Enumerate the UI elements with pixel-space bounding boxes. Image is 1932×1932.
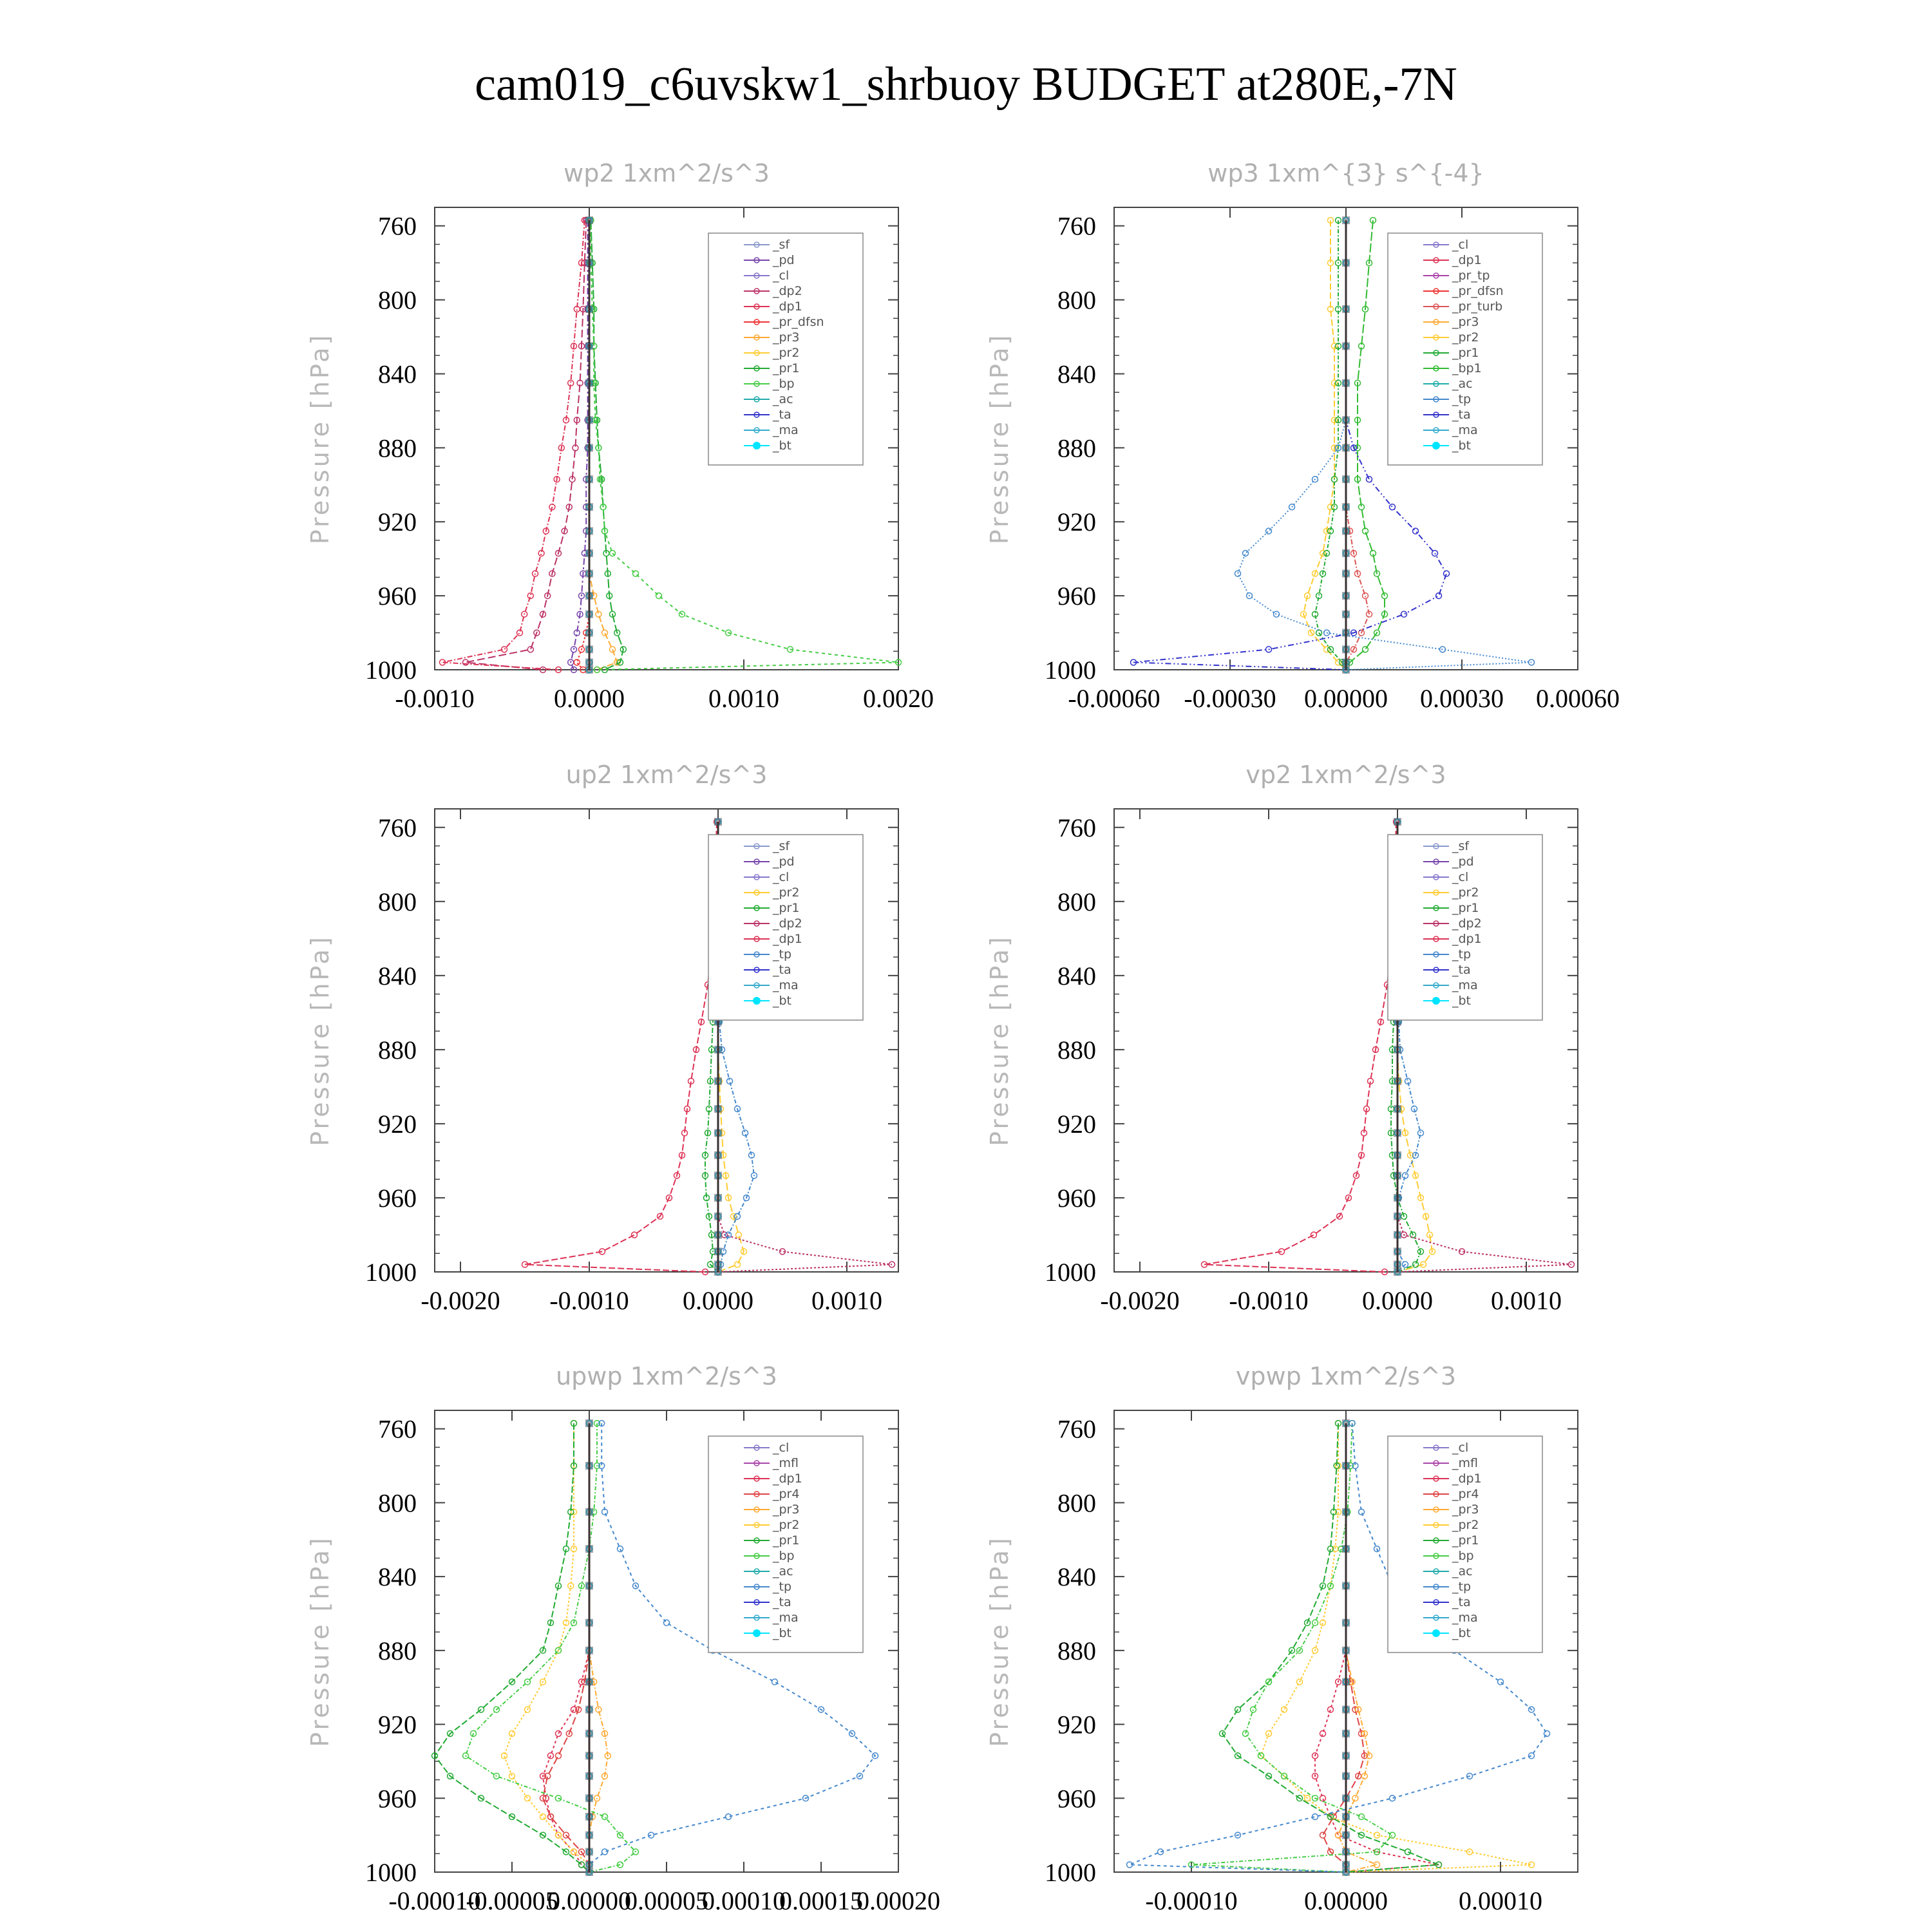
legend-marker	[1432, 997, 1440, 1005]
legend-label: _cl	[773, 870, 790, 884]
data-point-pr1	[1405, 1849, 1411, 1855]
legend-label: _bp	[1452, 1549, 1474, 1563]
legend-label: _tp	[1452, 392, 1472, 406]
y-tick-label: 960	[378, 1784, 417, 1814]
legend-label: _dp2	[773, 916, 802, 931]
chart-panel-6	[985, 1362, 1578, 1915]
panel-title: vp2 1xm^2/s^3	[1245, 761, 1446, 789]
data-point-pr1	[579, 1862, 585, 1868]
chart-panel-5	[306, 1362, 940, 1915]
y-tick-label: 920	[1057, 1109, 1096, 1139]
panels	[306, 159, 1620, 1915]
panel-title: vpwp 1xm^2/s^3	[1235, 1362, 1457, 1390]
legend-label: _bt	[1452, 439, 1472, 453]
legend-label: _pr_dfsn	[1452, 284, 1504, 298]
series-line-pd	[571, 220, 587, 670]
data-point-pr-dfsn	[574, 659, 580, 665]
data-point-pr3	[602, 630, 608, 636]
data-point-ta	[1390, 504, 1396, 510]
series-line-dp1	[1204, 822, 1396, 1272]
series-line-dp2	[466, 220, 586, 670]
y-tick-label: 1000	[365, 1858, 417, 1887]
legend-label: _tp	[773, 1580, 792, 1594]
x-tick-label: 0.0010	[811, 1286, 882, 1315]
data-point-dp1	[632, 1232, 638, 1238]
x-tick-label: -0.0010	[395, 684, 475, 713]
legend-label: _pr1	[1452, 901, 1479, 915]
x-tick-label: 0.00000	[1304, 684, 1388, 713]
legend	[1388, 1436, 1542, 1653]
legend-label: _dp1	[773, 1472, 802, 1486]
y-axis-label: Pressure [hPa]	[985, 934, 1014, 1146]
x-tick-label: 0.00000	[1304, 1886, 1388, 1915]
y-tick-label: 960	[378, 1183, 417, 1213]
panel-title: up2 1xm^2/s^3	[565, 761, 768, 789]
legend-label: _pr4	[1452, 1487, 1479, 1501]
legend-label: _cl	[1452, 1441, 1469, 1455]
y-tick-label: 840	[1057, 359, 1096, 389]
series-line-pr1	[435, 1423, 589, 1872]
data-point-tp	[1235, 571, 1241, 576]
data-point-tp	[1359, 1509, 1365, 1515]
legend-label: _pr_turb	[1452, 299, 1503, 314]
legend-label: _pr1	[1452, 1533, 1479, 1548]
chart-panel-4	[985, 761, 1578, 1315]
y-axis-label: Pressure [hPa]	[306, 1535, 334, 1747]
y-tick-label: 880	[378, 1636, 417, 1665]
data-point-pr-turb	[1363, 593, 1368, 599]
legend-label: _bp1	[1452, 361, 1482, 375]
legend-marker	[1432, 1629, 1440, 1637]
y-tick-label: 1000	[365, 656, 417, 685]
legend-label: _pr_dfsn	[773, 315, 824, 329]
legend-label: _dp1	[1452, 1472, 1482, 1486]
legend-label: _tp	[773, 947, 792, 961]
y-tick-label: 880	[1057, 433, 1096, 463]
x-tick-label: 0.0000	[554, 684, 625, 713]
legend-label: _dp1	[1452, 253, 1482, 267]
legend-label: _dp1	[1452, 932, 1482, 946]
y-tick-label: 1000	[1045, 1258, 1096, 1287]
data-point-pr2	[509, 1773, 515, 1779]
x-tick-label: 0.00000	[547, 1886, 631, 1915]
data-point-ta	[1436, 593, 1442, 599]
legend-label: _pr2	[773, 1518, 800, 1532]
legend	[708, 1436, 863, 1653]
legend-label: _pr_tp	[1452, 269, 1490, 283]
legend-label: _sf	[773, 238, 790, 252]
legend-label: _pr1	[773, 361, 800, 375]
y-tick-label: 920	[378, 1710, 417, 1739]
data-point-ta	[1367, 477, 1372, 482]
data-point-pr2	[502, 1753, 507, 1759]
legend-label: _pr3	[1452, 315, 1479, 329]
y-tick-label: 800	[1057, 285, 1096, 315]
data-point-bp	[1359, 1814, 1365, 1820]
legend-label: _ma	[773, 423, 799, 437]
legend-label: _pd	[773, 253, 795, 267]
data-point-pr3	[1352, 1795, 1358, 1801]
data-point-ta	[1401, 611, 1407, 617]
data-point-bp	[602, 1814, 608, 1820]
y-tick-label: 880	[1057, 1035, 1096, 1065]
legend-label: _cl	[1452, 238, 1469, 252]
legend-label: _pr3	[1452, 1502, 1479, 1517]
chart-panel-2	[985, 159, 1620, 713]
legend-label: _pd	[773, 855, 795, 869]
data-point-dp2	[527, 647, 533, 652]
y-tick-label: 920	[378, 1109, 417, 1139]
legend-marker	[753, 997, 761, 1005]
legend-label: _pr3	[773, 330, 800, 345]
y-tick-label: 840	[378, 961, 417, 990]
legend-label: _dp1	[773, 299, 802, 314]
legend-label: _bt	[1452, 994, 1472, 1008]
legend-marker	[753, 442, 761, 450]
legend-label: _bt	[773, 439, 792, 453]
y-tick-label: 840	[1057, 961, 1096, 990]
legend	[1388, 233, 1542, 465]
data-point-bp	[610, 551, 616, 556]
panel-title: wp3 1xm^{3} s^{-4}	[1208, 159, 1484, 187]
legend-label: _bt	[773, 1626, 792, 1640]
data-point-tp	[602, 1849, 608, 1855]
data-point-tp	[1266, 528, 1272, 534]
data-point-bp	[633, 571, 639, 576]
data-point-tp	[1544, 1730, 1550, 1736]
legend	[1388, 835, 1542, 1020]
legend-label: _pr1	[1452, 346, 1479, 360]
y-tick-label: 800	[378, 285, 417, 315]
y-tick-label: 760	[1057, 211, 1096, 241]
data-point-ta	[1444, 571, 1450, 576]
legend-label: _ta	[773, 1595, 791, 1609]
legend-label: _cl	[773, 1441, 790, 1455]
legend-label: _ac	[773, 1564, 793, 1578]
y-tick-label: 880	[378, 1035, 417, 1065]
x-tick-label: -0.0010	[549, 1286, 629, 1315]
legend-label: _ma	[773, 1611, 799, 1625]
chart-panel-1	[306, 159, 934, 713]
legend-label: _ma	[1452, 423, 1478, 437]
legend-label: _ta	[1452, 408, 1471, 422]
legend-marker	[1432, 442, 1440, 450]
data-point-bp	[1390, 1832, 1396, 1838]
data-point-tp	[735, 1213, 741, 1219]
figure-title: cam019_c6uvskw1_shrbuoy BUDGET at280E,-7N	[475, 58, 1457, 111]
x-tick-label: -0.0020	[421, 1286, 500, 1315]
y-tick-label: 800	[1057, 887, 1096, 916]
data-point-bp1	[1363, 647, 1368, 652]
y-tick-label: 760	[1057, 813, 1096, 842]
legend-label: _pd	[1452, 855, 1474, 869]
legend-label: _mfl	[773, 1456, 799, 1470]
x-tick-label: 0.00005	[625, 1886, 708, 1915]
legend-label: _ta	[1452, 963, 1471, 977]
x-tick-label: 0.0020	[863, 684, 934, 713]
legend-label: _pr4	[773, 1487, 800, 1501]
series-line-bp1	[1346, 220, 1385, 670]
y-tick-label: 960	[378, 582, 417, 611]
x-tick-label: -0.00010	[1145, 1886, 1238, 1915]
y-tick-label: 1000	[1045, 1858, 1096, 1887]
legend-label: _pr3	[773, 1502, 800, 1517]
legend-label: _cl	[1452, 870, 1469, 884]
series-line-pr3	[589, 220, 617, 670]
x-tick-label: -0.0020	[1100, 1286, 1180, 1315]
data-point-pr2	[540, 1814, 546, 1820]
x-tick-label: 0.0010	[1491, 1286, 1562, 1315]
legend-marker	[753, 1629, 761, 1637]
data-point-bp	[656, 593, 662, 599]
legend-label: _cl	[773, 269, 790, 283]
x-tick-label: 0.0010	[708, 684, 779, 713]
y-tick-label: 840	[378, 1562, 417, 1592]
legend-label: _ma	[773, 978, 799, 992]
legend-label: _tp	[1452, 947, 1472, 961]
panel-title: wp2 1xm^2/s^3	[564, 159, 770, 187]
y-tick-label: 960	[1057, 1183, 1096, 1213]
legend-label: _bt	[1452, 1626, 1472, 1640]
y-tick-label: 920	[1057, 1710, 1096, 1739]
x-tick-label: 0.0000	[683, 1286, 753, 1315]
y-axis-label: Pressure [hPa]	[306, 934, 334, 1146]
y-tick-label: 760	[378, 1414, 417, 1444]
legend	[708, 233, 863, 465]
data-point-pr2	[525, 1795, 531, 1801]
y-tick-label: 960	[1057, 582, 1096, 611]
data-point-tp	[1243, 551, 1249, 556]
legend-label: _ta	[773, 963, 791, 977]
y-tick-label: 1000	[1045, 656, 1096, 685]
legend-label: _dp2	[773, 284, 802, 298]
legend-label: _ma	[1452, 978, 1478, 992]
data-point-pr2	[735, 1262, 741, 1267]
legend-label: _ac	[1452, 1564, 1473, 1578]
legend-label: _pr1	[773, 1533, 800, 1548]
legend-label: _bt	[773, 994, 792, 1008]
y-axis-label: Pressure [hPa]	[985, 1535, 1014, 1747]
y-tick-label: 1000	[365, 1258, 417, 1287]
y-tick-label: 840	[1057, 1562, 1096, 1592]
legend-label: _ta	[1452, 1595, 1471, 1609]
y-tick-label: 800	[378, 1488, 417, 1518]
legend-label: _ac	[773, 392, 793, 406]
data-point-dp1	[1311, 1232, 1317, 1238]
x-tick-label: 0.00015	[779, 1886, 863, 1915]
legend-label: _ma	[1452, 1611, 1478, 1625]
x-tick-label: 0.00010	[1459, 1886, 1542, 1915]
data-point-tp	[1498, 1679, 1504, 1685]
y-tick-label: 880	[378, 433, 417, 463]
legend-label: _dp1	[773, 932, 802, 946]
y-tick-label: 760	[1057, 1414, 1096, 1444]
data-point-pr4	[1320, 1832, 1326, 1838]
y-axis-label: Pressure [hPa]	[985, 332, 1014, 545]
data-point-tp	[664, 1620, 670, 1625]
y-tick-label: 800	[1057, 1488, 1096, 1518]
legend-label: _bp	[773, 377, 795, 391]
legend-label: _ac	[1452, 377, 1473, 391]
series-line-bp	[466, 1423, 636, 1872]
data-point-pr4	[556, 1753, 562, 1759]
data-point-pr2	[509, 1730, 515, 1736]
legend-label: _bp	[773, 1549, 795, 1563]
x-tick-label: -0.00005	[466, 1886, 558, 1915]
legend-label: _pr2	[1452, 886, 1479, 900]
legend-label: _pr2	[773, 346, 800, 360]
data-point-tp	[618, 1546, 623, 1552]
series-line-dp1	[525, 822, 717, 1272]
y-tick-label: 800	[378, 887, 417, 916]
y-axis-label: Pressure [hPa]	[306, 332, 334, 545]
x-tick-label: -0.0010	[1229, 1286, 1309, 1315]
y-tick-label: 920	[1057, 507, 1096, 537]
legend-label: _mfl	[1452, 1456, 1478, 1470]
legend-label: _sf	[773, 839, 790, 853]
data-point-tp	[772, 1679, 778, 1685]
data-point-ta	[1413, 528, 1419, 534]
y-tick-label: 880	[1057, 1636, 1096, 1665]
series-line-pr4	[543, 1423, 589, 1872]
legend-label: _pr2	[773, 886, 800, 900]
x-tick-label: 0.00060	[1536, 684, 1620, 713]
legend-label: _sf	[1452, 839, 1470, 853]
y-tick-label: 920	[378, 507, 417, 537]
x-tick-label: 0.0000	[1362, 1286, 1433, 1315]
legend-label: _pr1	[773, 901, 800, 915]
data-point-pr1	[1413, 1262, 1419, 1267]
series-line-dp1	[543, 1423, 589, 1872]
x-tick-label: -0.00060	[1068, 684, 1160, 713]
y-tick-label: 840	[378, 359, 417, 389]
legend-label: _pr2	[1452, 330, 1479, 345]
panel-title: upwp 1xm^2/s^3	[556, 1362, 777, 1390]
legend-label: _tp	[1452, 1580, 1472, 1594]
legend	[708, 835, 863, 1020]
x-tick-label: -0.00030	[1184, 684, 1276, 713]
x-tick-label: 0.00020	[857, 1886, 940, 1915]
data-point-pr2	[571, 1849, 577, 1855]
y-tick-label: 760	[378, 813, 417, 842]
x-tick-label: 0.00030	[1420, 684, 1504, 713]
y-tick-label: 760	[378, 211, 417, 241]
legend-label: _ta	[773, 408, 791, 422]
chart-panel-3	[306, 761, 898, 1315]
legend-label: _pr2	[1452, 1518, 1479, 1532]
data-point-bp	[1251, 1707, 1256, 1712]
data-point-pr2	[1282, 1707, 1287, 1712]
x-tick-label: -0.00010	[388, 1886, 481, 1915]
y-tick-label: 960	[1057, 1784, 1096, 1814]
x-tick-label: 0.00010	[702, 1886, 786, 1915]
legend-label: _dp2	[1452, 916, 1482, 931]
